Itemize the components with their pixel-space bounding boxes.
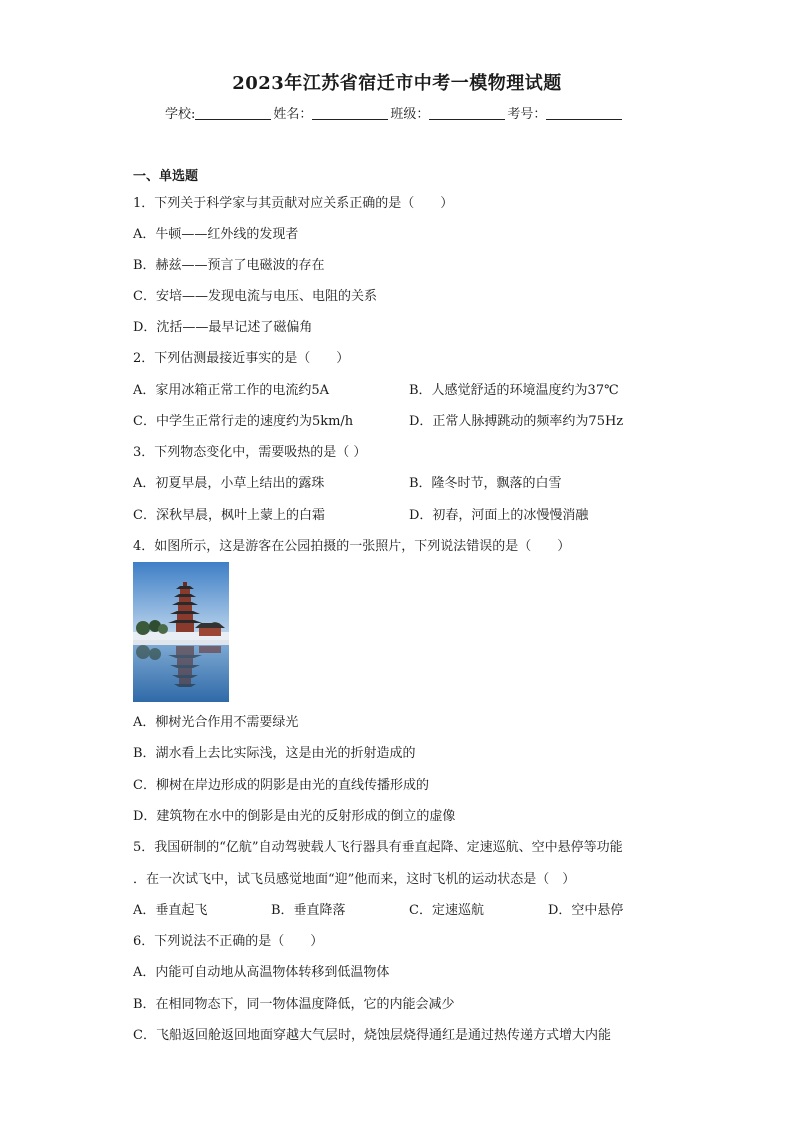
question-5-stem-line-2: ．在一次试飞中，试飞员感觉地面“迎”他而来，这时飞机的运动状态是（ ） xyxy=(133,872,576,887)
question-2-option-c: C．中学生正常行走的速度约为5km/h xyxy=(133,414,354,429)
question-6-option-c: C．飞船返回舱返回地面穿越大气层时，烧蚀层烧得通红是通过热传递方式增大内能 xyxy=(133,1028,611,1043)
class-blank xyxy=(429,106,505,120)
student-info-line xyxy=(165,103,622,122)
class-label: 班级： xyxy=(390,107,430,122)
question-5-option-c: C．定速巡航 xyxy=(409,903,484,918)
section-title: 一、单选题 xyxy=(133,169,199,184)
question-4-option-a: A．柳树光合作用不需要绿光 xyxy=(133,715,299,730)
exam-no-blank xyxy=(546,106,622,120)
question-2-option-a: A．家用冰箱正常工作的电流约5A xyxy=(133,383,330,398)
school-label: 学校: xyxy=(165,107,196,122)
question-1-option-a: A．牛顿——红外线的发现者 xyxy=(133,227,299,242)
question-1-option-d: D．沈括——最早记述了磁偏角 xyxy=(133,320,313,335)
question-6-option-a: A．内能可自动地从高温物体转移到低温物体 xyxy=(133,965,390,980)
school-blank xyxy=(195,106,271,120)
question-3-option-d: D．初春，河面上的冰慢慢消融 xyxy=(409,508,589,523)
question-1-option-c: C．安培——发现电流与电压、电阻的关系 xyxy=(133,289,377,304)
pagoda-lake-illustration xyxy=(133,562,229,702)
question-2-option-d: D．正常人脉搏跳动的频率约为75Hz xyxy=(409,414,624,429)
question-3-option-c: C．深秋早晨，枫叶上蒙上的白霜 xyxy=(133,508,325,523)
question-4-stem: 4．如图所示，这是游客在公园拍摄的一张照片，下列说法错误的是（ ） xyxy=(133,539,571,554)
question-3-option-b: B．隆冬时节，飘落的白雪 xyxy=(409,476,562,491)
question-5-option-a: A．垂直起飞 xyxy=(133,903,208,918)
question-3-option-a: A．初夏早晨，小草上结出的露珠 xyxy=(133,476,325,491)
exam-no-label: 考号： xyxy=(507,107,547,122)
question-5-stem-line-1: 5．我国研制的“亿航”自动驾驶载人飞行器具有垂直起降、定速巡航、空中悬停等功能 xyxy=(133,840,623,855)
question-5-option-b: B．垂直降落 xyxy=(271,903,346,918)
question-6-option-b: B．在相同物态下，同一物体温度降低，它的内能会减少 xyxy=(133,997,455,1012)
question-1-option-b: B．赫兹——预言了电磁波的存在 xyxy=(133,258,325,273)
name-blank xyxy=(312,106,388,120)
question-3-stem: 3．下列物态变化中，需要吸热的是（ ） xyxy=(133,445,367,460)
question-4-option-c: C．柳树在岸边形成的阴影是由光的直线传播形成的 xyxy=(133,778,429,793)
question-1-stem: 1．下列关于科学家与其贡献对应关系正确的是（ ） xyxy=(133,196,454,211)
name-label: 姓名： xyxy=(273,107,313,122)
question-2-option-b: B．人感觉舒适的环境温度约为37℃ xyxy=(409,383,619,398)
question-2-stem: 2．下列估测最接近事实的是（ ） xyxy=(133,351,350,366)
question-4-option-d: D．建筑物在水中的倒影是由光的反射形成的倒立的虚像 xyxy=(133,809,456,824)
question-4-option-b: B．湖水看上去比实际浅，这是由光的折射造成的 xyxy=(133,746,416,761)
question-6-stem: 6．下列说法不正确的是（ ） xyxy=(133,934,324,949)
pagoda-lake-photo xyxy=(133,562,229,702)
question-5-option-d: D．空中悬停 xyxy=(548,903,624,918)
exam-title: 2023年江苏省宿迁市中考一模物理试题 xyxy=(232,73,562,94)
